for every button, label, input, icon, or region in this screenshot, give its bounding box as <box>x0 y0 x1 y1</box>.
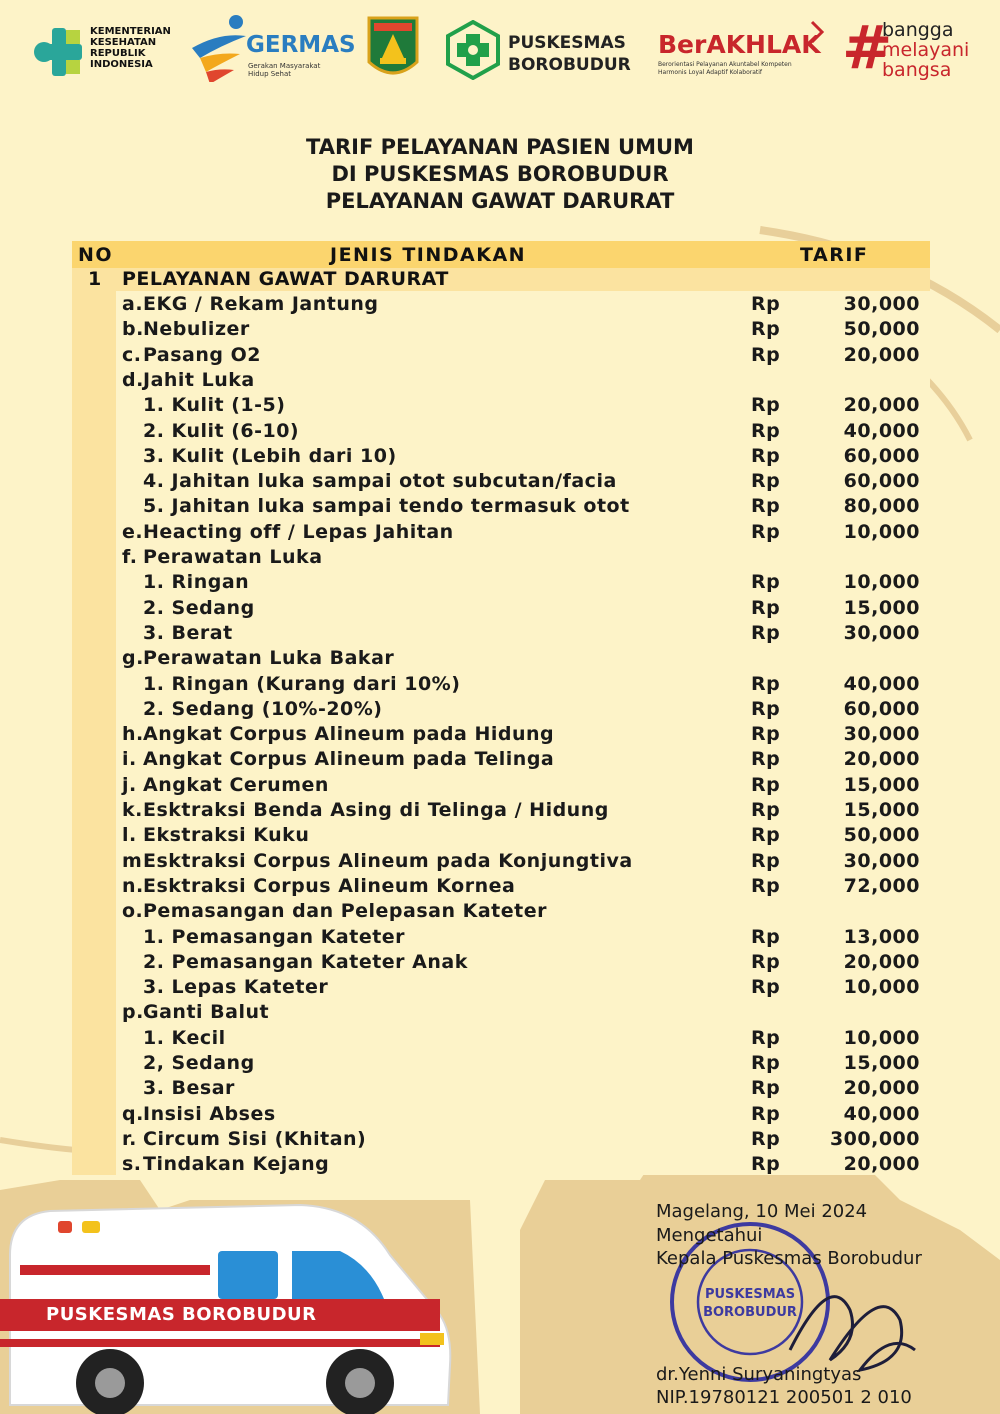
table-row <box>0 318 1000 343</box>
row-amount: 20,000 <box>843 950 920 973</box>
row-letter: j. <box>122 773 137 796</box>
row-currency: Rp <box>751 1102 781 1125</box>
signature-name: dr.Yenni Suryaningtyas <box>656 1364 862 1385</box>
germas-title: GERMAS <box>246 32 356 58</box>
row-amount: 15,000 <box>843 799 920 821</box>
table-row <box>0 622 1000 647</box>
table-row <box>0 470 1000 495</box>
row-letter: h. <box>122 723 144 746</box>
table-header <box>72 241 930 268</box>
table-row <box>0 926 1000 951</box>
signature-nip: NIP.19780121 200501 2 010 <box>656 1387 912 1408</box>
table-row <box>0 495 1000 520</box>
kemenkes-line: KESEHATAN <box>90 37 157 48</box>
row-letter: k. <box>122 799 143 821</box>
row-amount: 10,000 <box>843 1026 920 1049</box>
row-amount: 72,000 <box>843 874 920 897</box>
row-amount: 60,000 <box>843 444 920 467</box>
table-row <box>0 445 1000 470</box>
berakhlak-sub: Harmonis Loyal Adaptif Kolaboratif <box>658 69 763 76</box>
kemenkes-icon <box>28 22 88 82</box>
row-amount: 10,000 <box>843 571 920 594</box>
row-currency: Rp <box>751 874 781 897</box>
row-amount: 60,000 <box>843 697 920 720</box>
row-service-name: Jahit Luka <box>143 368 255 391</box>
row-letter: p. <box>122 1001 144 1024</box>
row-letter: r. <box>122 1127 137 1150</box>
row-service-name: 2. Sedang <box>143 596 255 619</box>
row-service-name: 5. Jahitan luka sampai tendo termasuk otot <box>143 495 630 518</box>
row-service-name: Nebulizer <box>143 318 250 341</box>
table-row <box>0 723 1000 748</box>
row-currency: Rp <box>751 748 781 771</box>
row-letter: a. <box>122 293 144 315</box>
row-currency: Rp <box>751 773 781 796</box>
row-letter: q. <box>122 1102 144 1125</box>
row-service-name: 1. Ringan (Kurang dari 10%) <box>143 672 461 695</box>
svg-text:PUSKESMAS: PUSKESMAS <box>704 1287 796 1302</box>
row-letter: e. <box>122 520 144 543</box>
germas-sub: Hidup Sehat <box>248 70 291 78</box>
header-tarif: TARIF <box>800 244 869 266</box>
row-currency: Rp <box>751 394 781 417</box>
header-no: NO <box>78 244 114 266</box>
row-amount: 80,000 <box>843 495 920 518</box>
puskesmas-logo-line: BOROBUDUR <box>508 55 631 75</box>
chevron-right-icon <box>808 18 828 48</box>
row-amount: 15,000 <box>843 773 920 796</box>
bangga-melayani-logo <box>842 12 982 92</box>
table-row <box>0 748 1000 773</box>
melayani-word: melayani <box>882 39 970 61</box>
svg-text:BOROBUDUR: BOROBUDUR <box>703 1305 797 1320</box>
germas-sub: Gerakan Masyarakat <box>248 62 321 70</box>
ambulance-label: PUSKESMAS BOROBUDUR <box>46 1304 317 1325</box>
row-service-name: Tindakan Kejang <box>143 1153 330 1176</box>
table-row <box>0 521 1000 546</box>
section-label: PELAYANAN GAWAT DARURAT <box>122 268 449 290</box>
page-title-line-1: TARIF PELAYANAN PASIEN UMUM <box>306 135 694 159</box>
row-letter: d. <box>122 368 144 391</box>
table-row <box>0 546 1000 571</box>
bangsa-word: bangsa <box>882 59 952 81</box>
row-amount: 10,000 <box>843 520 920 543</box>
magelang-shield-icon <box>366 12 420 86</box>
row-currency: Rp <box>751 520 781 543</box>
row-service-name: Pasang O2 <box>143 343 261 366</box>
table-row <box>0 369 1000 394</box>
row-service-name: Pemasangan dan Pelepasan Kateter <box>143 900 547 923</box>
row-service-name: 3. Berat <box>143 621 233 644</box>
hashtag-icon: # <box>842 13 893 83</box>
row-currency: Rp <box>751 444 781 467</box>
row-currency: Rp <box>751 976 781 999</box>
row-amount: 15,000 <box>843 596 920 619</box>
bangga-word: bangga <box>882 19 954 41</box>
row-currency: Rp <box>751 672 781 695</box>
row-amount: 40,000 <box>843 1102 920 1125</box>
row-currency: Rp <box>751 697 781 720</box>
header-jenis-tindakan: JENIS TINDAKAN <box>330 244 527 266</box>
row-currency: Rp <box>751 343 781 366</box>
table-row <box>0 1128 1000 1153</box>
row-amount: 20,000 <box>843 1153 920 1176</box>
row-amount: 20,000 <box>843 748 920 771</box>
row-amount: 40,000 <box>843 672 920 695</box>
row-amount: 300,000 <box>829 1127 920 1150</box>
row-amount: 30,000 <box>843 849 920 872</box>
berakhlak-logo <box>658 12 828 92</box>
table-row <box>0 1077 1000 1102</box>
table-row <box>0 824 1000 849</box>
table-row <box>0 1001 1000 1026</box>
table-row <box>0 976 1000 1001</box>
kemenkes-logo <box>28 12 171 92</box>
kemenkes-line: INDONESIA <box>90 59 153 70</box>
row-service-name: 3. Besar <box>143 1077 235 1100</box>
row-service-name: Circum Sisi (Khitan) <box>143 1127 367 1150</box>
row-currency: Rp <box>751 293 781 315</box>
row-currency: Rp <box>751 1077 781 1100</box>
row-currency: Rp <box>751 824 781 847</box>
magelang-emblem <box>366 12 420 92</box>
row-service-name: 1. Kecil <box>143 1026 226 1049</box>
table-row <box>0 1052 1000 1077</box>
row-service-name: 3. Lepas Kateter <box>143 976 329 999</box>
row-amount: 50,000 <box>843 824 920 847</box>
row-amount: 20,000 <box>843 394 920 417</box>
berakhlak-title: BerAKHLAK <box>658 30 821 59</box>
row-service-name: 3. Kulit (Lebih dari 10) <box>143 444 397 467</box>
row-service-name: 1. Ringan <box>143 571 250 594</box>
kemenkes-line: REPUBLIK <box>90 48 146 59</box>
table-row <box>0 647 1000 672</box>
row-amount: 30,000 <box>843 293 920 315</box>
row-currency: Rp <box>751 1026 781 1049</box>
row-amount: 13,000 <box>843 925 920 948</box>
row-letter: m <box>122 849 143 872</box>
puskesmas-logo-line: PUSKESMAS <box>508 33 626 53</box>
row-amount: 20,000 <box>843 1077 920 1100</box>
row-currency: Rp <box>751 495 781 518</box>
section-number: 1 <box>88 268 102 290</box>
signature-place-date: Magelang, 10 Mei 2024 <box>656 1201 868 1222</box>
table-row <box>0 698 1000 723</box>
row-currency: Rp <box>751 571 781 594</box>
berakhlak-sub: Berorientasi Pelayanan Akuntabel Kompeten <box>658 61 792 68</box>
row-letter: n. <box>122 874 144 897</box>
table-row <box>0 850 1000 875</box>
table-row <box>0 1027 1000 1052</box>
row-currency: Rp <box>751 723 781 746</box>
table-row <box>0 875 1000 900</box>
row-currency: Rp <box>751 1153 781 1176</box>
row-letter: s. <box>122 1153 142 1176</box>
table-row <box>0 673 1000 698</box>
row-letter: i. <box>122 748 137 771</box>
row-amount: 30,000 <box>843 723 920 746</box>
row-amount: 40,000 <box>843 419 920 442</box>
row-service-name: 4. Jahitan luka sampai otot subcutan/facia <box>143 470 617 493</box>
section-row <box>72 268 930 291</box>
row-letter: f. <box>122 546 138 568</box>
kemenkes-line: KEMENTERIAN <box>90 26 171 37</box>
row-service-name: Angkat Cerumen <box>143 773 329 796</box>
table-row <box>0 344 1000 369</box>
row-service-name: 1. Pemasangan Kateter <box>143 925 406 948</box>
row-amount: 10,000 <box>843 976 920 999</box>
row-letter: o. <box>122 900 144 923</box>
row-amount: 60,000 <box>843 470 920 493</box>
puskesmas-icon <box>446 20 500 80</box>
row-currency: Rp <box>751 950 781 973</box>
table-row <box>0 394 1000 419</box>
row-service-name: 2. Sedang (10%-20%) <box>143 697 383 720</box>
row-letter: l. <box>122 824 137 847</box>
row-service-name: Ekstraksi Kuku <box>143 824 310 847</box>
row-amount: 20,000 <box>843 343 920 366</box>
germas-icon <box>190 12 250 82</box>
table-row <box>0 293 1000 318</box>
page-title-line-3: PELAYANAN GAWAT DARURAT <box>325 189 675 213</box>
row-currency: Rp <box>751 799 781 821</box>
row-service-name: 2, Sedang <box>143 1052 255 1074</box>
puskesmas-logo <box>446 12 636 92</box>
table-row <box>0 571 1000 596</box>
row-currency: Rp <box>751 318 781 341</box>
row-currency: Rp <box>751 419 781 442</box>
row-amount: 50,000 <box>843 318 920 341</box>
row-service-name: EKG / Rekam Jantung <box>143 293 379 315</box>
row-service-name: Angkat Corpus Alineum pada Telinga <box>143 748 555 771</box>
table-row <box>0 1153 1000 1178</box>
row-service-name: Ganti Balut <box>143 1001 270 1024</box>
row-amount: 30,000 <box>843 621 920 644</box>
table-row <box>0 420 1000 445</box>
row-amount: 15,000 <box>843 1052 920 1074</box>
row-service-name: 2. Kulit (6-10) <box>143 419 300 442</box>
row-currency: Rp <box>751 470 781 493</box>
row-service-name: Perawatan Luka Bakar <box>143 647 395 670</box>
signature-line-2: Mengetahui <box>656 1225 763 1246</box>
row-letter: c. <box>122 343 142 366</box>
row-letter: b. <box>122 318 144 341</box>
row-service-name: 2. Pemasangan Kateter Anak <box>143 950 468 973</box>
page-title-line-2: DI PUSKESMAS BOROBUDUR <box>331 162 669 186</box>
row-currency: Rp <box>751 621 781 644</box>
row-currency: Rp <box>751 925 781 948</box>
row-currency: Rp <box>751 1127 781 1150</box>
table-row <box>0 1103 1000 1128</box>
table-row <box>0 774 1000 799</box>
row-service-name: 1. Kulit (1-5) <box>143 394 286 417</box>
germas-logo <box>190 12 356 92</box>
row-service-name: Insisi Abses <box>143 1102 276 1125</box>
row-currency: Rp <box>751 849 781 872</box>
row-service-name: Esktraksi Corpus Alineum Kornea <box>143 874 516 897</box>
row-currency: Rp <box>751 596 781 619</box>
table-row <box>0 597 1000 622</box>
signature-line-3: Kepala Puskesmas Borobudur <box>656 1248 922 1269</box>
row-service-name: Esktraksi Benda Asing di Telinga / Hidung <box>143 799 609 821</box>
table-row <box>0 900 1000 925</box>
table-row <box>0 951 1000 976</box>
row-service-name: Perawatan Luka <box>143 546 323 568</box>
row-service-name: Esktraksi Corpus Alineum pada Konjungtiva <box>143 849 633 872</box>
table-row <box>0 799 1000 824</box>
row-service-name: Angkat Corpus Alineum pada Hidung <box>143 723 555 746</box>
row-currency: Rp <box>751 1052 781 1074</box>
row-service-name: Heacting off / Lepas Jahitan <box>143 520 454 543</box>
row-letter: g. <box>122 647 144 670</box>
